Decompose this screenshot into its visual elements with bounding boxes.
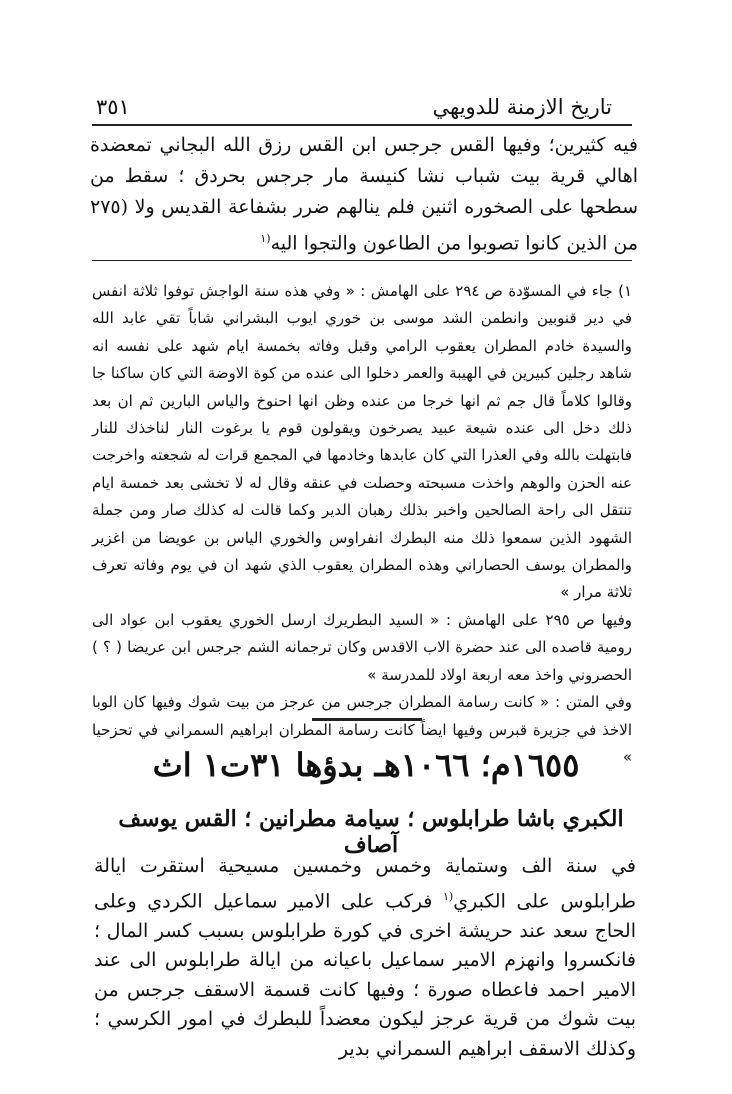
header-rule	[92, 124, 632, 126]
section-paragraph-start: في سنة الف وستماية وخمس وخمسين مسيحية استقرت ايالة طرابلوس على الكبري	[94, 855, 636, 912]
section-paragraph	[94, 852, 636, 1064]
footnote-2: وفيها ص ٢٩٥ على الهامش : « السيد البطريرك ارسل الخوري يعقوب ابن عواد الى رومية قاصده الى عند حضرة الاب الاقدس وكان ترجمانه الشم جرجس ابن عريضا ( ؟ ) الحصروني واخذ معه اربعة اولاد للمدرسة »	[92, 610, 632, 684]
main-paragraph-text: فيه كثيرين؛ وفيها القس جرجس ابن القس رزق الله البجاني تمعضدة اهالي قرية بيت شباب نشا كنيسة مار جرجس بحردق ؛ سقط من سطحها على الصخوره اثنين فلم ينالهم ضرر بشفاعة القديس ولا (٢٧٥ من الذين كانوا تصوبوا من الطاعون والتجوا اليه	[90, 134, 638, 255]
running-head	[96, 92, 612, 122]
year-heading: ١٦٥٥م؛ ١٠٦٦هـ بدؤها ٣١ت١ اث	[152, 746, 580, 784]
page-number: ٣٥١	[96, 95, 130, 119]
footnote-ref-2: (١	[443, 889, 454, 903]
section-heading: الكبري باشا طرابلوس ؛ سيامة مطرانين ؛ القس يوسف آصاف	[118, 806, 624, 858]
main-paragraph	[90, 130, 638, 259]
running-title: تاريخ الازمنة للدويهي	[432, 95, 612, 119]
footnote-ref-1: (١	[260, 232, 271, 245]
section-body	[94, 852, 636, 1064]
footnotes-block	[92, 278, 632, 771]
main-text-block	[90, 130, 638, 259]
footnote-divider	[92, 260, 632, 261]
section-end-rule	[312, 718, 422, 721]
footnote-3: وفي المتن : « كانت رسامة المطران جرجس من عرجز من بيت شوك وفيها كان الوبا الاخذ في جزيرة قبرس وفيها ايضاً كانت رسامة المطران ابراهيم السمراني في تحزحيا »	[92, 693, 632, 766]
footnote-1: ١) جاء في المسوّدة ص ٢٩٤ على الهامش : « وفي هذه سنة الواجش توفوا ثلاثة انفس في دير قنوبين وانطمن الشد موسى بن خوري ايوب البشراني شاباً تقي عابد الله والسيدة خادم المطران يعقوب الرامي وقبل وفاته بخمسة ايام شهد على نفسه انه شاهد رجلين كبيرين في الهيبة والعمر دخلوا الى عنده من كوة الاوضة التي كان ساكنا جا وقالوا كلاماً قال جم ثم انها خرجا من عنده وظن انها احنوخ والياس البارين ثم ان بعد ذلك دخل الى عنده شيعة عبيد يصرخون ويقولون قوم يا برغوت النار لناخذك للنار فابتهلت بالله وفي العذرا التي كان عابدها وخادمها في المجمع قرات له شجعته واخرجت عنه الحزن والوهم واخذت مسبحته وحصلت في عنقه وقال له لا تخشى بعد خمسة ايام تنتقل الى راحة الصالحين واخبر بذلك رهبان الدير وكما قالت له كذلك صار ومن جملة الشهود الذين سمعوا ذلك منه البطرك انفراوس والخوري الياس بن عويضا من اغزير والمطران يوسف الحصاراني وهذه المطران يعقوب الذي شهد ان في يوم وفاته تعرف ثلاثة مرار »	[92, 282, 632, 602]
section-paragraph-rest: فركب على الامير سماعيل الكردي وعلى الحاج سعد عند حريشة اخرى في كورة طرابلوس بسبب كسر المال ؛ فانكسروا وانهزم الامير سماعيل باعيانه من ايالة طرابلوس الى عند الامير احمد فاعطاه صورة ؛ وفيها كانت قسمة الاسقف جرجس من بيت شوك من قرية عرجز ليكون معضداً للبطرك في امور الكرسي ؛ وكذلك الاسقف ابراهيم السمراني بدير	[94, 889, 636, 1060]
